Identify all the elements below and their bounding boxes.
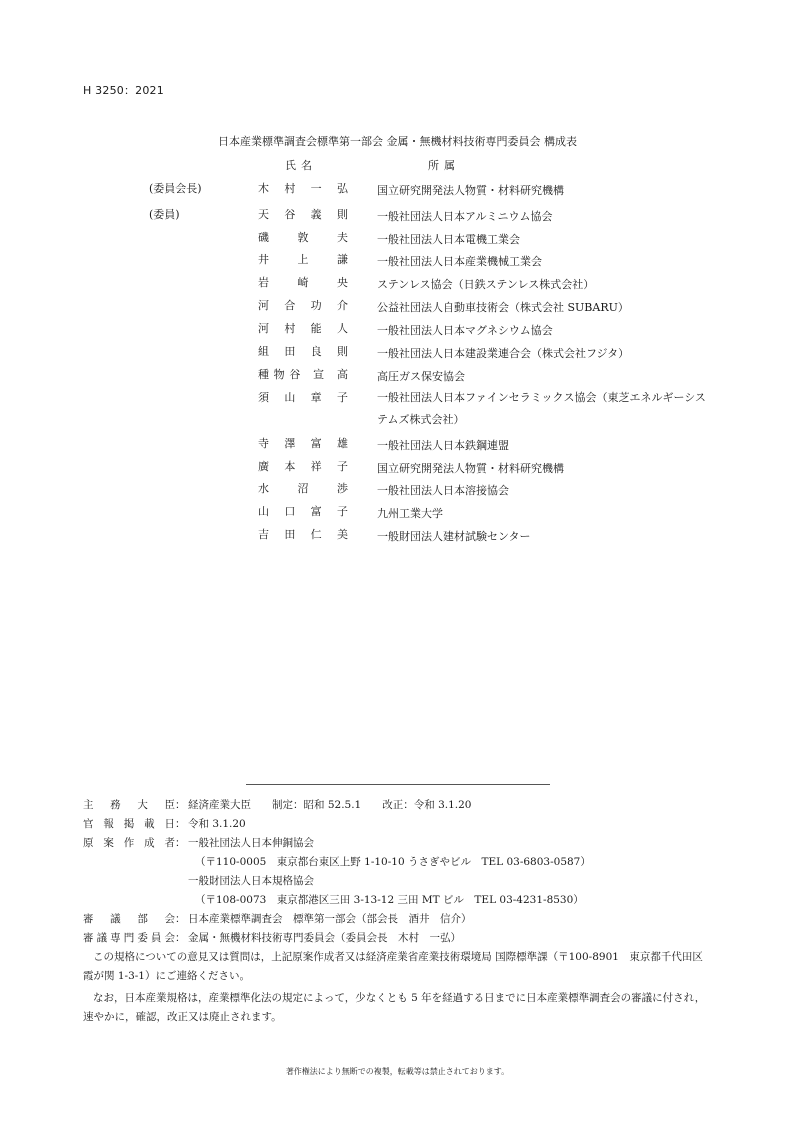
- inquiry-note: この規格についての意見又は質問は，上記原案作成者又は経済産業省産業技術環境局 国際標準課（〒100-8901 東京都千代田区霞が関 1-3-1）にご連絡ください。: [83, 951, 703, 982]
- drafter-org-1: 一般社団法人日本伸銅協会: [188, 837, 314, 849]
- member-row: [0, 480, 795, 500]
- drafter-address-1: （〒110-0005 東京都台東区上野 1-10-10 うさぎやビル TEL 03-6803-0587）: [195, 856, 591, 868]
- member-row: [0, 229, 795, 249]
- member-affiliation: ステンレス協会（日鉄ステンレス株式会社）: [377, 278, 595, 291]
- member-affiliation: 一般財団法人建材試験センター: [377, 530, 531, 543]
- review-note: なお，日本産業規格は，産業標準化法の規定によって，少なくとも 5 年を経過する日までに日本産業標準調査会の審議に付され，速やかに，確認，改正又は廃止されます。: [83, 992, 706, 1023]
- member-row: [0, 297, 795, 317]
- member-affiliation: 高圧ガス保安協会: [377, 370, 465, 383]
- member-affiliation: 一般社団法人日本産業機械工業会: [377, 255, 542, 268]
- member-name: 河 合 功 介: [258, 299, 348, 312]
- member-name: 吉 田 仁 美: [258, 528, 348, 541]
- member-row: [0, 366, 795, 386]
- member-name: 須 山 章 子: [258, 391, 348, 404]
- member-role: (委員会長): [149, 182, 202, 195]
- member-affiliation: 一般社団法人日本建設業連合会（株式会社フジタ）: [377, 347, 630, 360]
- member-name: 河 村 能 人: [258, 322, 348, 335]
- member-row: [0, 503, 795, 523]
- member-affiliation: 一般社団法人日本鉄鋼連盟: [377, 439, 509, 452]
- member-row: [0, 180, 795, 200]
- member-affiliation: 一般社団法人日本ファインセラミックス協会（東芝エネルギーシステムズ株式会社）: [377, 391, 706, 426]
- committee-roster-title: 日本産業標準調査会標準第一部会 金属・無機材料技術専門委員会 構成表: [218, 135, 577, 148]
- member-name: 天 谷 義 則: [258, 208, 348, 221]
- member-affiliation: 国立研究開発法人物質・材料研究機構: [377, 462, 564, 475]
- member-role: (委員): [149, 208, 180, 221]
- member-row: [0, 206, 795, 226]
- minister-value: 経済産業大臣 制定：昭和 52.5.1 改正：令和 3.1.20: [188, 799, 472, 811]
- drafter-address-2: （〒108-0073 東京都港区三田 3-13-12 三田 MT ビル TEL 03-4231-8530）: [195, 894, 584, 906]
- copyright-notice: 著作権法により無断での複製，転載等は禁止されております。: [285, 1067, 510, 1076]
- minister-label: 主務大臣: [83, 799, 175, 811]
- member-affiliation: 九州工業大学: [377, 507, 443, 520]
- name-column-header: 氏名: [285, 159, 317, 172]
- member-name: 岩 崎 央: [258, 276, 348, 289]
- footer-divider: [246, 784, 550, 785]
- member-affiliation: 一般社団法人日本マグネシウム協会: [377, 324, 553, 337]
- member-row: [0, 458, 795, 478]
- council-label: 審議部会: [83, 913, 175, 925]
- member-affiliation: 一般社団法人日本アルミニウム協会: [377, 210, 553, 223]
- standard-number: H 3250：2021: [83, 84, 164, 97]
- council-value: 日本産業標準調査会 標準第一部会（部会長 酒井 信介）: [188, 913, 472, 925]
- member-row: [0, 387, 795, 431]
- gazette-value: 令和 3.1.20: [188, 818, 246, 830]
- member-affiliation: 一般社団法人日本電機工業会: [377, 233, 520, 246]
- member-row: [0, 526, 795, 546]
- member-row: [0, 274, 795, 294]
- member-name: 寺 澤 富 雄: [258, 437, 348, 450]
- member-row: [0, 343, 795, 363]
- member-affiliation: 一般社団法人日本溶接協会: [377, 484, 509, 497]
- drafter-label: 原案作成者: [83, 837, 175, 849]
- member-name: 井 上 謙: [258, 253, 348, 266]
- member-name: 木 村 一 弘: [258, 182, 348, 195]
- member-affiliation: 公益社団法人自動車技術会（株式会社 SUBARU）: [377, 301, 629, 314]
- member-name: 山 口 富 子: [258, 505, 348, 518]
- committee-label: 審議専門委員会: [83, 932, 175, 944]
- member-name: 種物谷 宣 高: [258, 368, 348, 381]
- member-name: 磯 敦 夫: [258, 231, 348, 244]
- member-name: 水 沼 渉: [258, 482, 348, 495]
- member-name: 廣 本 祥 子: [258, 460, 348, 473]
- member-row: [0, 320, 795, 340]
- committee-value: 金属・無機材料技術専門委員会（委員会長 木村 一弘）: [188, 932, 461, 944]
- member-affiliation: 国立研究開発法人物質・材料研究機構: [377, 184, 564, 197]
- member-row: [0, 251, 795, 271]
- member-name: 組 田 良 則: [258, 345, 348, 358]
- affiliation-column-header: 所属: [428, 159, 460, 172]
- gazette-label: 官報掲載日: [83, 818, 175, 830]
- drafter-org-2: 一般財団法人日本規格協会: [188, 875, 314, 887]
- member-row: [0, 435, 795, 455]
